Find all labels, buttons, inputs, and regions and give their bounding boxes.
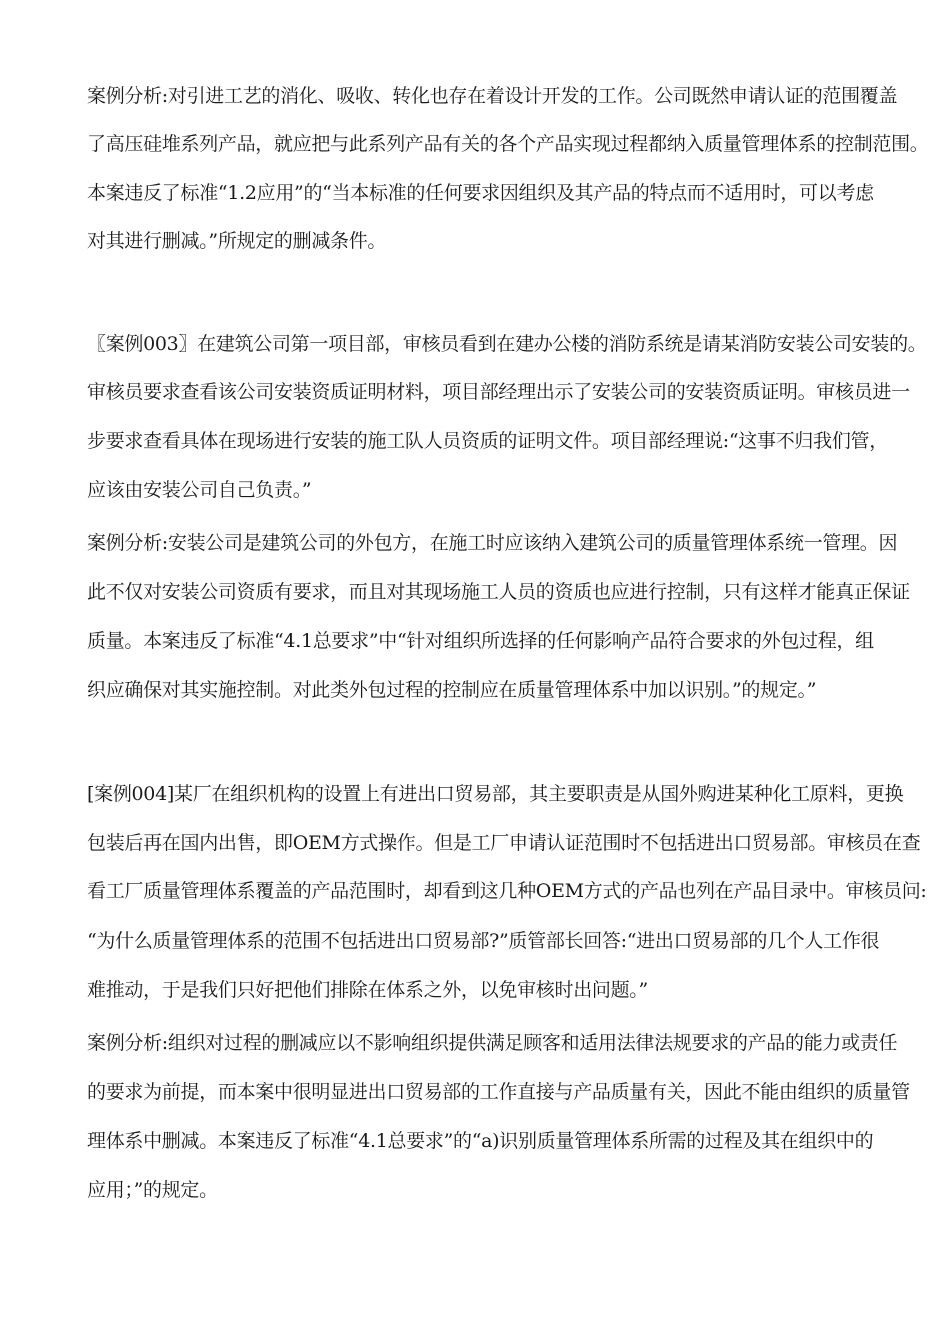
text-line: 质量。本案违反了标准“4.1总要求”中“针对组织所选择的任何影响产品符合要求的外包过程，组 bbox=[87, 630, 874, 652]
text-line: 对其进行删减。”所规定的删减条件。 bbox=[87, 230, 387, 252]
text-line: 案例分析:组织对过程的删减应以不影响组织提供满足顾客和适用法律法规要求的产品的能力或责任 bbox=[87, 1032, 898, 1054]
text-line: 包装后再在国内出售，即OEM方式操作。但是工厂申请认证范围时不包括进出口贸易部。审核员在查 bbox=[87, 832, 921, 854]
text-line: 案例分析:安装公司是建筑公司的外包方，在施工时应该纳入建筑公司的质量管理体系统一管理。因 bbox=[87, 532, 898, 554]
text-line: 了高压硅堆系列产品，就应把与此系列产品有关的各个产品实现过程都纳入质量管理体系的控制范围。 bbox=[87, 133, 929, 155]
text-line: 的要求为前提，而本案中很明显进出口贸易部的工作直接与产品质量有关，因此不能由组织的质量管 bbox=[87, 1081, 910, 1103]
text-line: 此不仅对安装公司资质有要求，而且对其现场施工人员的资质也应进行控制，只有这样才能真正保证 bbox=[87, 581, 910, 603]
text-line: 看工厂质量管理体系覆盖的产品范围时，却看到这几种OEM方式的产品也列在产品目录中。审核员问: bbox=[87, 880, 927, 902]
text-line: 织应确保对其实施控制。对此类外包过程的控制应在质量管理体系中加以识别。”的规定。” bbox=[87, 679, 817, 701]
text-line: 〖案例003〗在建筑公司第一项目部，审核员看到在建办公楼的消防系统是请某消防安装公司安装的。 bbox=[87, 333, 927, 355]
text-line: “为什么质量管理体系的范围不包括进出口贸易部?”质管部长回答:“进出口贸易部的几个人工作很 bbox=[87, 930, 880, 952]
text-line: 应该由安装公司自己负责。” bbox=[87, 479, 312, 501]
text-line: 难推动，于是我们只好把他们排除在体系之外，以免审核时出问题。” bbox=[87, 979, 648, 1001]
text-line: 本案违反了标准“1.2应用”的“当本标准的任何要求因组织及其产品的特点而不适用时，可以考虑 bbox=[87, 182, 874, 204]
text-line: 应用；”的规定。 bbox=[87, 1179, 218, 1201]
text-line: 步要求查看具体在现场进行安装的施工队人员资质的证明文件。项目部经理说:“这事不归我们管， bbox=[87, 430, 888, 452]
text-line: 理体系中删减。本案违反了标准“4.1总要求”的“a)识别质量管理体系所需的过程及其在组织中的 bbox=[87, 1130, 874, 1152]
text-line: [案例004]某厂在组织机构的设置上有进出口贸易部，其主要职责是从国外购进某种化工原料，更换 bbox=[87, 783, 904, 805]
text-line: 案例分析:对引进工艺的消化、吸收、转化也存在着设计开发的工作。公司既然申请认证的范围覆盖 bbox=[87, 85, 898, 107]
text-line: 审核员要求查看该公司安装资质证明材料，项目部经理出示了安装公司的安装资质证明。审核员进一 bbox=[87, 381, 910, 403]
